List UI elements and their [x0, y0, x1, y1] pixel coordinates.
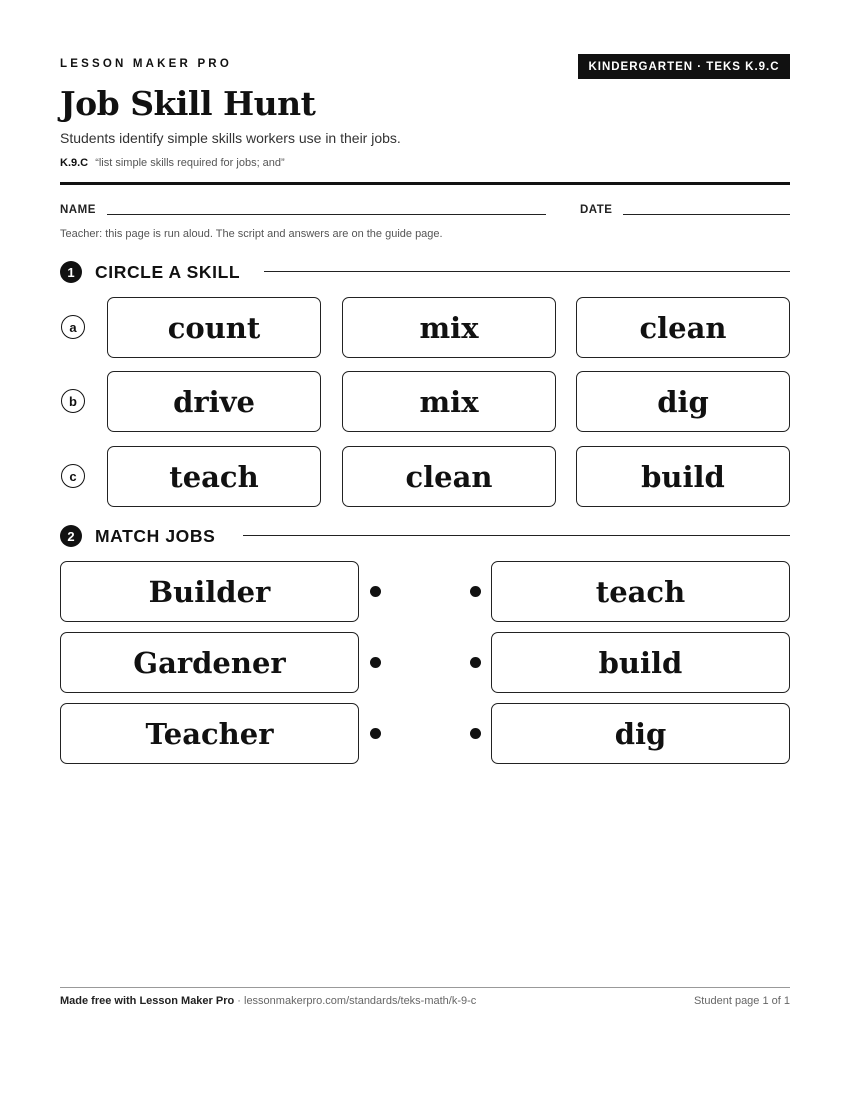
job-card: Builder [60, 561, 359, 622]
grade-standard-badge: KINDERGARTEN · TEKS K.9.C [578, 54, 790, 79]
date-field[interactable] [623, 214, 790, 215]
skill-choice[interactable]: drive [107, 371, 321, 432]
row-letter: b [61, 389, 85, 413]
job-card: Teacher [60, 703, 359, 764]
section-title: MATCH JOBS [95, 525, 216, 546]
standard-code: K.9.C [60, 157, 89, 169]
name-field[interactable] [107, 214, 546, 215]
brand-name: LESSON MAKER PRO [60, 58, 232, 70]
match-dot[interactable] [370, 586, 381, 597]
header-divider [60, 182, 790, 185]
standard-text: “list simple skills required for jobs; and” [95, 157, 285, 169]
match-dot[interactable] [470, 657, 481, 668]
worksheet-title: Job Skill Hunt [60, 84, 316, 123]
section-rule [264, 271, 790, 272]
footer-made-with: Made free with Lesson Maker Pro [60, 995, 235, 1007]
skill-choice[interactable]: mix [342, 371, 556, 432]
section-title: CIRCLE A SKILL [95, 261, 241, 282]
skill-choice[interactable]: teach [107, 446, 321, 507]
section-2-header [60, 524, 215, 548]
section-1-header [60, 260, 240, 284]
standard-reference [60, 157, 285, 169]
footer-divider [60, 987, 790, 988]
skill-card: dig [491, 703, 790, 764]
skill-choice[interactable]: clean [342, 446, 556, 507]
match-dot[interactable] [470, 586, 481, 597]
job-card: Gardener [60, 632, 359, 693]
section-rule [243, 535, 790, 536]
match-dot[interactable] [370, 657, 381, 668]
section-number-badge: 2 [60, 525, 82, 547]
footer-credit [60, 995, 476, 1007]
skill-choice[interactable]: count [107, 297, 321, 358]
teacher-note: Teacher: this page is run aloud. The script and answers are on the guide page. [60, 228, 443, 240]
skill-choice[interactable]: mix [342, 297, 556, 358]
footer-url[interactable]: · lessonmakerpro.com/standards/teks-math/k-9-c [234, 995, 477, 1007]
row-letter: a [61, 315, 85, 339]
section-number-badge: 1 [60, 261, 82, 283]
date-label: DATE [580, 204, 613, 216]
skill-choice[interactable]: build [576, 446, 790, 507]
row-letter: c [61, 464, 85, 488]
match-dot[interactable] [370, 728, 381, 739]
worksheet-subtitle: Students identify simple skills workers use in their jobs. [60, 130, 401, 146]
name-label: NAME [60, 204, 96, 216]
match-dot[interactable] [470, 728, 481, 739]
skill-choice[interactable]: clean [576, 297, 790, 358]
skill-choice[interactable]: dig [576, 371, 790, 432]
skill-card: build [491, 632, 790, 693]
skill-card: teach [491, 561, 790, 622]
footer-page-number: Student page 1 of 1 [693, 995, 790, 1007]
